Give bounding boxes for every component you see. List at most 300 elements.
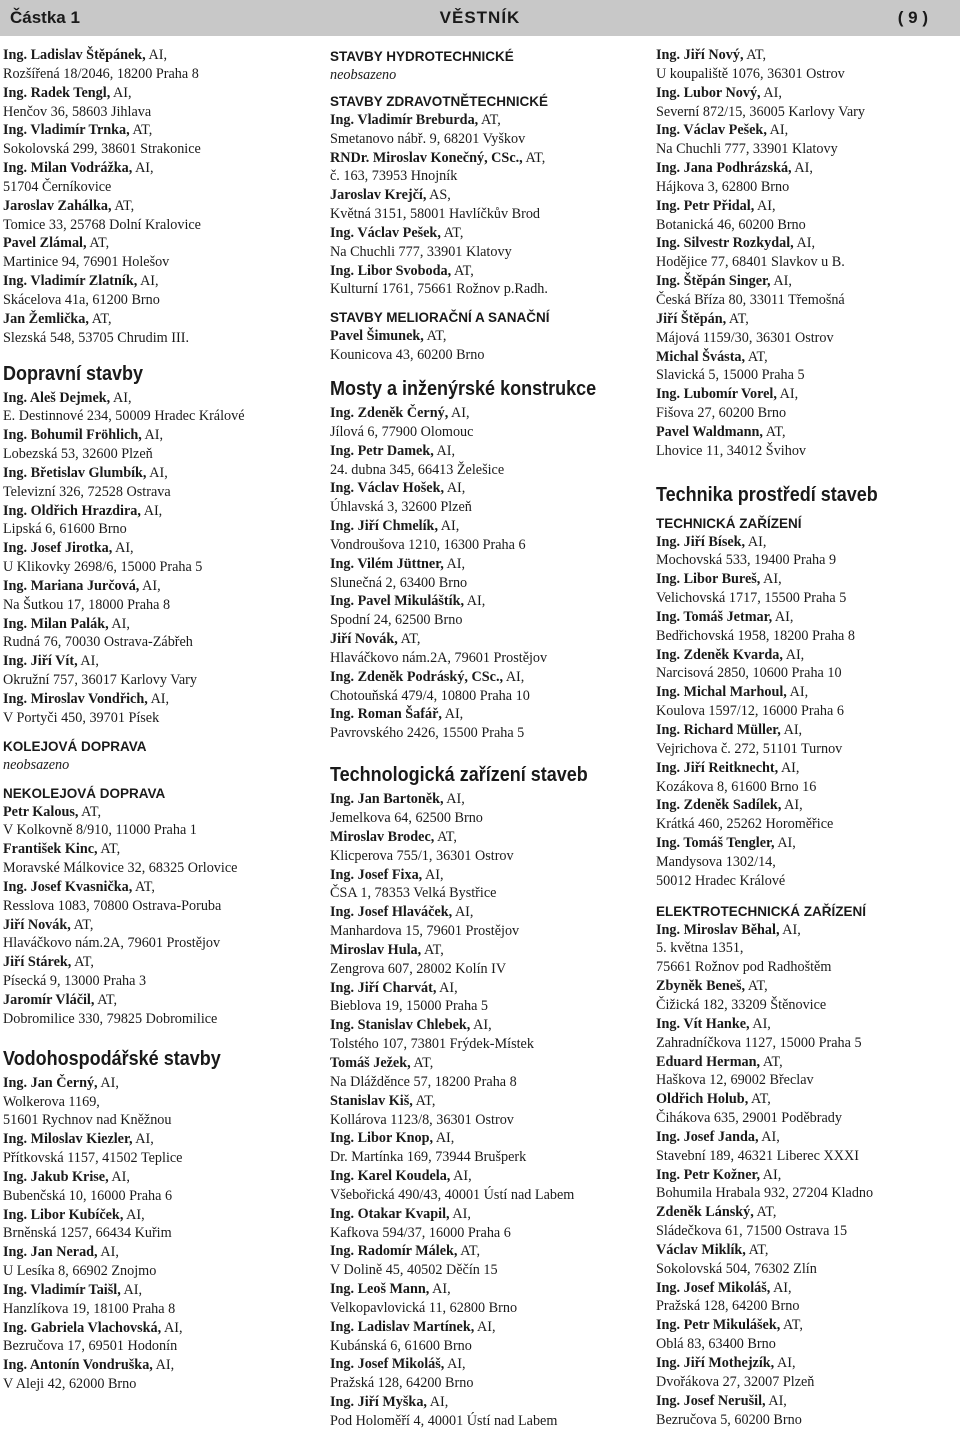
person-name: Ing. Vít Hanke, (656, 1015, 750, 1032)
list-item (3, 840, 303, 878)
person-name: Ing. Josef Hlaváček, (330, 904, 453, 921)
list-item (656, 759, 956, 797)
person-name: Ing. Josef Mikoláš, (330, 1356, 445, 1373)
authorization-code: AI, (761, 1128, 780, 1145)
list-item (330, 630, 635, 668)
list-item (656, 234, 956, 272)
address: Čihákova 635, 29001 Poděbrady (656, 1110, 842, 1127)
list-item (3, 159, 303, 197)
person-name: Ing. Josef Janda, (656, 1128, 759, 1145)
address: Hájkova 3, 62800 Brno (656, 178, 790, 195)
authorization-code: AT, (728, 310, 749, 327)
authorization-code: AI, (435, 1130, 455, 1147)
address: Květná 3151, 58001 Havlíčkův Brod (330, 206, 541, 223)
person-name: Ing. Pavel Mikuláštík, (330, 593, 465, 610)
authorization-code: AI, (126, 1206, 145, 1223)
authorization-code: AT, (747, 978, 768, 995)
authorization-code: AI, (135, 160, 154, 177)
address: Tolstého 107, 73801 Frýdek-Místek (330, 1036, 534, 1053)
authorization-code: AT, (426, 328, 447, 345)
person-name: Ing. Radomír Málek, (330, 1243, 458, 1260)
list-item (656, 570, 956, 608)
person-name: Ing. Leoš Mann, (330, 1281, 430, 1298)
person-name: Jiří Štěpán, (656, 310, 727, 327)
address: Sládečkova 61, 71500 Ostrava 15 (656, 1223, 848, 1240)
list-item (330, 186, 635, 224)
authorization-code: AT, (746, 47, 767, 63)
authorization-code: AI, (477, 1318, 496, 1335)
address: Zahradníčkova 1127, 15000 Praha 5 (656, 1034, 862, 1051)
list-item (656, 348, 956, 386)
person-name: Ing. Otakar Kvapil, (330, 1205, 450, 1222)
list-item (330, 705, 635, 743)
list-item (3, 803, 303, 841)
list-item (656, 834, 956, 891)
address: Skácelova 41a, 61200 Brno (3, 291, 160, 308)
address: Na Chuchli 777, 33901 Klatovy (656, 141, 838, 158)
address: Písecká 9, 13000 Praha 3 (3, 973, 147, 990)
vacancy-note: neobsazeno (3, 756, 70, 773)
list-item (330, 592, 635, 630)
list-item (656, 608, 956, 646)
authorization-code: AI, (149, 464, 168, 481)
address: Vondroušova 1210, 16300 Praha 6 (330, 536, 526, 553)
address: E. Destinnové 234, 50009 Hradec Králové (3, 408, 245, 425)
authorization-code: AI, (454, 904, 474, 921)
issue-number: Částka 1 (10, 8, 80, 27)
address: Pražská 128, 64200 Brno (656, 1298, 800, 1315)
list-item (330, 479, 635, 517)
address: Krátká 460, 25262 Horoměřice (656, 816, 834, 833)
person-name: Jiří Stárek, (3, 954, 72, 971)
person-name: Ing. Jan Bartoněk, (330, 791, 444, 808)
list-item (330, 262, 635, 300)
authorization-code: AI, (779, 386, 799, 403)
list-item (330, 224, 635, 262)
list-item (656, 1166, 956, 1204)
entry-list (330, 404, 635, 743)
person-name: Ing. Václav Pešek, (330, 224, 441, 241)
address: V Dolině 45, 40502 Děčín 15 (330, 1262, 498, 1279)
person-name: Ing. Josef Kvasnička, (3, 878, 133, 895)
address: 51704 Černíkovice (3, 178, 112, 195)
authorization-code: AI, (451, 404, 470, 421)
person-name: Ing. Karel Koudela, (330, 1168, 451, 1185)
person-name: Pavel Waldmann, (656, 423, 763, 440)
address: Hlaváčkovo nám.2A, 79601 Prostějov (3, 935, 221, 952)
list-item (3, 1074, 303, 1131)
authorization-code: AI, (785, 646, 805, 663)
list-item (656, 1015, 956, 1053)
person-name: Ing. Václav Pešek, (656, 122, 767, 139)
address: Televizní 326, 72528 Ostrava (3, 483, 171, 500)
list-item (3, 84, 303, 122)
authorization-code: AT, (74, 954, 94, 971)
person-name: Ing. Oldřich Hrazdira, (3, 502, 141, 519)
list-item (656, 1316, 956, 1354)
address: Bedřichovská 1958, 18200 Praha 8 (656, 627, 855, 644)
address: Henčov 36, 58603 Jihlava (3, 103, 152, 120)
authorization-code: AI, (123, 1281, 143, 1298)
address-line-2: 51601 Rychnov nad Kněžnou (3, 1112, 172, 1129)
entry-list (656, 533, 956, 891)
authorization-code: AI, (163, 1319, 183, 1336)
section-heading: Vodohospodářské stavby (3, 1047, 221, 1070)
person-name: Ing. Stanislav Chlebek, (330, 1017, 471, 1034)
authorization-code: AI, (429, 1394, 449, 1411)
list-item (3, 121, 303, 159)
person-name: Jiří Novák, (3, 916, 71, 933)
address: Spodní 24, 62500 Brno (330, 612, 463, 629)
person-name: Ing. Lubor Nový, (656, 84, 761, 101)
authorization-code: AI, (794, 160, 813, 177)
entry-list (656, 46, 956, 461)
list-item (330, 828, 635, 866)
list-item (3, 389, 303, 427)
address: Oblá 83, 63400 Brno (656, 1336, 776, 1353)
person-name: Ing. Tomáš Tengler, (656, 835, 775, 852)
authorization-code: AI, (446, 480, 466, 497)
entry-list (3, 389, 303, 728)
authorization-code: AS, (429, 187, 451, 204)
list-item (3, 577, 303, 615)
list-item (656, 1203, 956, 1241)
authorization-code: AT, (756, 1204, 777, 1221)
address: Lipská 6, 61600 Brno (3, 521, 127, 538)
authorization-code: AT, (453, 262, 474, 279)
authorization-code: AI, (473, 1017, 492, 1034)
person-name: Ing. Jiří Chmelík, (330, 518, 438, 535)
address-line-2: 50012 Hradec Králové (656, 872, 786, 889)
subsection-heading: TECHNICKÁ ZAŘÍZENÍ (656, 515, 802, 531)
authorization-code: AT, (413, 1054, 434, 1071)
authorization-code: AI, (757, 197, 776, 214)
list-item (3, 1319, 303, 1357)
entry-list (330, 327, 635, 365)
list-item (330, 111, 635, 149)
person-name: Ing. Zdeněk Podráský, CSc., (330, 668, 504, 685)
address: Velichovská 1717, 15500 Praha 5 (656, 590, 847, 607)
authorization-code: AT, (443, 224, 464, 241)
person-name: Ing. Josef Nerušil, (656, 1392, 766, 1409)
authorization-code: AT, (415, 1092, 436, 1109)
column-2 (330, 46, 635, 1431)
person-name: Eduard Herman, (656, 1053, 761, 1070)
list-item (656, 423, 956, 461)
authorization-code: AI, (150, 691, 170, 707)
address: Hlaváčkovo nám.2A, 79601 Prostějov (330, 649, 548, 666)
person-name: Ing. Petr Přidal, (656, 197, 755, 214)
authorization-code: AI, (424, 866, 444, 883)
list-item (656, 1354, 956, 1392)
address: Na Chuchli 777, 33901 Klatovy (330, 243, 512, 260)
person-name: Jaroslav Zahálka, (3, 197, 112, 214)
list-item (3, 690, 303, 728)
authorization-code: AT, (73, 916, 94, 933)
subsection-heading: STAVBY HYDROTECHNICKÉ (330, 49, 514, 64)
address: Mochovská 533, 19400 Praha 9 (656, 552, 837, 569)
list-item (330, 404, 635, 442)
person-name: Pavel Zlámal, (3, 235, 87, 252)
address: Velkopavlovická 11, 62800 Brno (330, 1299, 518, 1316)
person-name: Ing. Lubomír Vorel, (656, 386, 777, 403)
address: ČSA 1, 78353 Velká Bystřice (330, 885, 497, 902)
authorization-code: AI, (155, 1357, 175, 1374)
address: Na Dlážděnce 57, 18200 Praha 8 (330, 1073, 517, 1090)
authorization-code: AI, (774, 608, 794, 625)
list-item (330, 1016, 635, 1054)
list-item (3, 272, 303, 310)
person-name: Ing. Jiří Charvát, (330, 979, 437, 996)
address: Dr. Martínka 169, 73944 Brušperk (330, 1149, 527, 1166)
address: Májová 1159/30, 36301 Ostrov (656, 329, 834, 346)
address: Haškova 12, 69002 Břeclav (656, 1072, 814, 1089)
list-item (656, 721, 956, 759)
subsection-heading: KOLEJOVÁ DOPRAVA (3, 738, 147, 754)
address: Bubenčská 10, 16000 Praha 6 (3, 1187, 173, 1204)
person-name: Ing. Ladislav Štěpánek, (3, 47, 146, 63)
authorization-code: AT, (135, 878, 155, 895)
person-name: Tomáš Ježek, (330, 1054, 411, 1071)
list-item (3, 1281, 303, 1319)
authorization-code: AI, (782, 921, 801, 938)
column-1 (3, 46, 303, 1394)
list-item (3, 916, 303, 954)
address: Botanická 46, 60200 Brno (656, 216, 806, 233)
person-name: Ing. Jakub Krise, (3, 1168, 109, 1185)
authorization-code: AT, (114, 197, 135, 214)
person-name: Václav Miklík, (656, 1241, 746, 1258)
list-item (330, 1318, 635, 1356)
address: Rudná 76, 70030 Ostrava-Zábřeh (3, 634, 193, 651)
authorization-code: AI, (752, 1015, 771, 1032)
authorization-code: AI, (763, 571, 782, 588)
list-item (656, 46, 956, 84)
list-item (656, 84, 956, 122)
authorization-code: AI, (440, 518, 460, 535)
list-item (330, 903, 635, 941)
vacancy-note: neobsazeno (330, 67, 397, 83)
address: 5. května 1351, (656, 940, 744, 957)
person-name: Ing. Libor Kubíček, (3, 1206, 124, 1223)
address: Úhlavská 3, 32600 Plzeň (330, 499, 472, 516)
address: U koupaliště 1076, 36301 Ostrov (656, 65, 845, 82)
authorization-code: AI, (80, 653, 99, 670)
address: Dobromilice 330, 79825 Dobromilice (3, 1010, 218, 1027)
person-name: Ing. Vladimír Breburda, (330, 111, 479, 128)
address: Martinice 94, 76901 Holešov (3, 254, 170, 271)
person-name: Jaromír Vláčil, (3, 991, 95, 1008)
list-item (3, 1243, 303, 1281)
person-name: Ing. Libor Bureš, (656, 571, 761, 588)
authorization-code: AT, (132, 122, 153, 139)
authorization-code: AI, (148, 47, 168, 63)
authorization-code: AT, (783, 1317, 803, 1334)
authorization-code: AI, (111, 1168, 130, 1185)
subsection-heading: NEKOLEJOVÁ DOPRAVA (3, 785, 166, 801)
list-item (3, 46, 303, 84)
authorization-code: AI, (783, 722, 803, 738)
person-name: Pavel Šimunek, (330, 328, 424, 345)
authorization-code: AI, (747, 533, 767, 550)
list-item (3, 878, 303, 916)
authorization-code: AI, (446, 555, 466, 572)
person-name: Ing. Jiří Reitknecht, (656, 759, 779, 776)
person-name: Ing. Zdeněk Sadílek, (656, 797, 782, 814)
address: Pražská 128, 64200 Brno (330, 1375, 474, 1392)
person-name: Zdeněk Lánský, (656, 1204, 754, 1221)
person-name: Ing. Jan Nerad, (3, 1244, 98, 1261)
authorization-code: AI, (143, 502, 163, 519)
address: V Kolkovně 8/910, 11000 Praha 1 (3, 822, 197, 839)
list-item (330, 866, 635, 904)
person-name: Ing. Vladimír Taišl, (3, 1281, 121, 1298)
person-name: Ing. Zdeněk Černý, (330, 404, 449, 421)
address: Wolkerova 1169, (3, 1093, 100, 1110)
list-item (656, 272, 956, 310)
person-name: Ing. Silvestr Rozkydal, (656, 235, 794, 252)
list-item (330, 517, 635, 555)
authorization-code: AI, (768, 1392, 787, 1409)
list-item (330, 1167, 635, 1205)
list-item (3, 502, 303, 540)
authorization-code: AI, (763, 84, 782, 101)
person-name: Ing. Michal Marhoul, (656, 684, 787, 701)
person-name: RNDr. Miroslav Konečný, CSc., (330, 149, 523, 166)
address: Jemelkova 64, 62500 Brno (330, 810, 483, 826)
address: Pod Holoměří 4, 40001 Ústí nad Labem (330, 1413, 558, 1429)
authorization-code: AI, (776, 1355, 796, 1371)
address: Slavická 5, 15000 Praha 5 (656, 367, 805, 384)
person-name: Ing. Vladimír Zlatník, (3, 273, 138, 290)
section-heading: Technologická zařízení staveb (330, 764, 588, 787)
person-name: František Kinc, (3, 841, 98, 858)
person-name: Ing. Vladimír Trnka, (3, 122, 130, 139)
address: U Lesíka 8, 66902 Znojmo (3, 1263, 157, 1280)
entry-list (330, 790, 635, 1431)
address: V Aleji 42, 62000 Brno (3, 1376, 137, 1393)
authorization-code: AT, (765, 423, 786, 440)
authorization-code: AT, (423, 941, 444, 958)
address-line-2: 75661 Rožnov pod Radhoštěm (656, 959, 832, 976)
authorization-code: AT, (480, 111, 501, 128)
person-name: Oldřich Holub, (656, 1091, 749, 1108)
list-item (656, 796, 956, 834)
person-name: Ing. Miroslav Vondřich, (3, 691, 148, 707)
address: Na Šutkou 17, 18000 Praha 8 (3, 596, 171, 613)
person-name: Ing. Milan Palák, (3, 615, 109, 632)
authorization-code: AI, (112, 389, 132, 406)
person-name: Ing. Radek Tengl, (3, 84, 111, 101)
address: Resslova 1083, 70800 Ostrava-Poruba (3, 897, 222, 914)
authorization-code: AT, (100, 841, 121, 858)
address: Kafkova 594/37, 16000 Praha 6 (330, 1224, 511, 1241)
address: č. 163, 73953 Hnojník (330, 168, 458, 185)
person-name: Ing. Gabriela Vlachovská, (3, 1319, 162, 1336)
list-item (330, 1393, 635, 1431)
entry-list (656, 921, 956, 1430)
address: Lobezská 53, 32600 Plzeň (3, 446, 153, 463)
list-item (3, 234, 303, 272)
list-item (3, 426, 303, 464)
person-name: Ing. Libor Svoboda, (330, 262, 452, 279)
authorization-code: AT, (460, 1243, 481, 1260)
person-name: Ing. Miroslav Běhal, (656, 921, 780, 938)
list-item (330, 941, 635, 979)
list-item (656, 1128, 956, 1166)
address: V Portyči 450, 39701 Písek (3, 709, 160, 726)
list-item (656, 1279, 956, 1317)
address: U Klikovky 2698/6, 15000 Praha 5 (3, 559, 203, 576)
list-item (656, 533, 956, 571)
authorization-code: AI, (142, 577, 161, 594)
address: Severní 872/15, 36005 Karlovy Vary (656, 103, 865, 120)
person-name: Ing. Václav Hošek, (330, 480, 445, 497)
authorization-code: AI, (466, 593, 486, 610)
column-3 (656, 46, 956, 1429)
authorization-code: AT, (751, 1091, 771, 1108)
authorization-code: AI, (140, 273, 159, 290)
address: Okružní 757, 36017 Karlovy Vary (3, 672, 197, 689)
person-name: Michal Švásta, (656, 348, 746, 365)
person-name: Ing. Petr Mikulášek, (656, 1317, 781, 1334)
address: Kubánská 6, 61600 Brno (330, 1337, 472, 1354)
address: Hodějice 77, 68401 Slavkov u B. (656, 254, 845, 271)
person-name: Miroslav Brodec, (330, 828, 435, 845)
address: Kounicova 43, 60200 Brno (330, 347, 485, 364)
person-name: Ing. Petr Damek, (330, 442, 434, 459)
subsection-heading: STAVBY ZDRAVOTNĚTECHNICKÉ (330, 93, 549, 109)
subsection-heading: ELEKTROTECHNICKÁ ZAŘÍZENÍ (656, 903, 866, 919)
page-header (0, 0, 960, 36)
address: Stavební 189, 46321 Liberec XXXI (656, 1147, 859, 1164)
address: Bohumila Hrabala 932, 27204 Kladno (656, 1185, 874, 1202)
authorization-code: AI, (453, 1168, 472, 1185)
person-name: Jan Žemlička, (3, 310, 89, 327)
address: Mandysova 1302/14, (656, 853, 776, 870)
authorization-code: AI, (444, 706, 464, 723)
entry-list (330, 111, 635, 299)
page-number: ( 9 ) (897, 8, 928, 27)
person-name: Ing. Bohumil Fröhlich, (3, 427, 142, 444)
authorization-code: AT, (81, 803, 102, 820)
authorization-code: AT, (91, 310, 112, 327)
address: Jílová 6, 77900 Olomouc (330, 423, 474, 440)
address: Koulova 1597/12, 16000 Praha 6 (656, 703, 844, 720)
list-item (330, 1092, 635, 1130)
authorization-code: AI, (773, 1279, 792, 1296)
list-item (3, 991, 303, 1029)
authorization-code: AI, (100, 1074, 119, 1091)
list-item (330, 442, 635, 480)
address: Smetanovo nábř. 9, 68201 Vyškov (330, 130, 526, 147)
section-heading: Mosty a inženýrské konstrukce (330, 377, 597, 400)
person-name: Ing. Libor Knop, (330, 1130, 434, 1147)
authorization-code: AI, (769, 122, 789, 139)
person-name: Ing. Jana Podhrázská, (656, 160, 792, 177)
authorization-code: AI, (439, 979, 458, 996)
list-item (330, 1129, 635, 1167)
authorization-code: AT, (400, 631, 421, 648)
authorization-code: AT, (97, 991, 118, 1008)
person-name: Ing. Jiří Myška, (330, 1394, 427, 1411)
authorization-code: AT, (525, 149, 546, 166)
person-name: Ing. Roman Šafář, (330, 706, 442, 723)
list-item (330, 1355, 635, 1393)
list-item (330, 668, 635, 706)
list-item (656, 197, 956, 235)
authorization-code: AT, (747, 348, 768, 365)
